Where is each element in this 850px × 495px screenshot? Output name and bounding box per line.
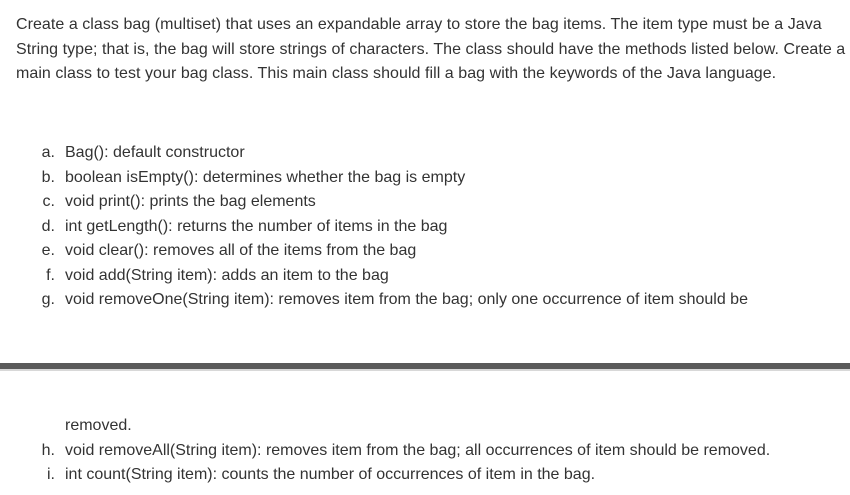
list-marker: a. (41, 144, 55, 161)
list-item-text: Bag(): default constructor (65, 144, 245, 161)
problem-intro-paragraph: Create a class bag (multiset) that uses an expandable array to store the bag items. The item type must be a Java String type; that is, the bag will store strings of characters. The class should have the methods listed below. Create a main class to test your bag class. This main class should fill a bag with the keywords of the Java language. (16, 16, 846, 82)
list-item-text: void removeAll(String item): removes item from the bag; all occurrences of item should be removed. (65, 441, 771, 459)
list-item-text: boolean isEmpty(): determines whether the bag is empty (65, 168, 466, 186)
page-break-shadow (0, 369, 850, 371)
list-marker: d. (41, 217, 55, 235)
list-marker: b. (41, 168, 55, 186)
list-marker: c. (42, 193, 55, 210)
list-marker: e. (41, 242, 55, 259)
list-item-text: removed. (65, 417, 132, 434)
list-marker: f. (46, 266, 55, 284)
list-item-text: void removeOne(String item): removes item from the bag; only one occurrence of item should be (65, 291, 748, 308)
list-marker: h. (41, 441, 55, 459)
list-item-text: int getLength(): returns the number of items in the bag (65, 217, 448, 235)
list-item-text: void clear(): removes all of the items from the bag (65, 242, 417, 259)
list-item-text: void add(String item): adds an item to the bag (65, 266, 389, 284)
list-marker: i. (47, 466, 55, 483)
list-marker: g. (41, 291, 55, 308)
list-item-text: int count(String item): counts the number of occurrences of item in the bag. (65, 466, 596, 483)
list-item-text: void print(): prints the bag elements (65, 193, 316, 210)
